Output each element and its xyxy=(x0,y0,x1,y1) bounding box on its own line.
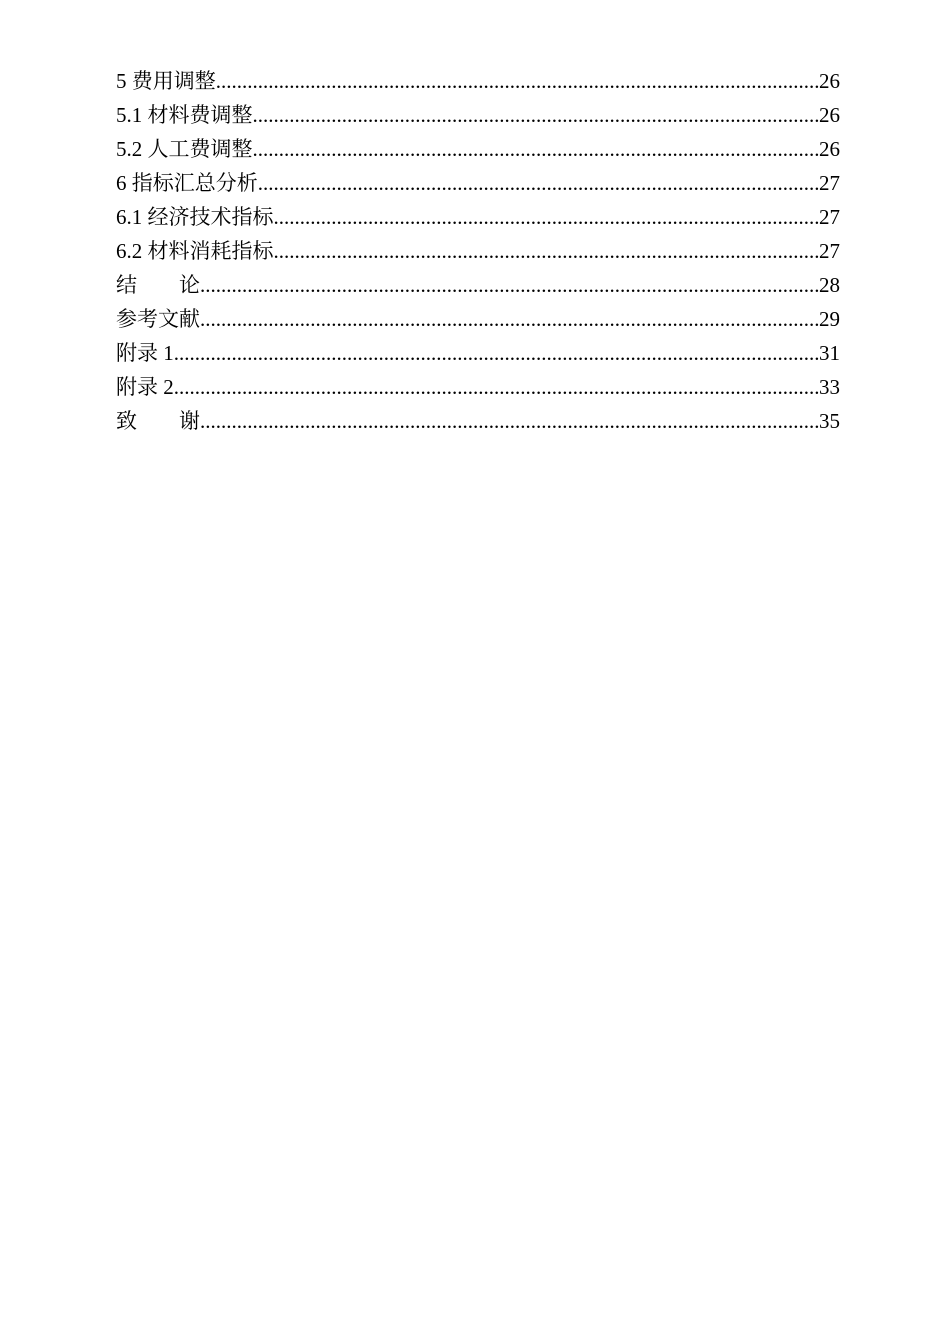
toc-entry-page: 26 xyxy=(819,137,840,161)
toc-entry-appendix-1[interactable] xyxy=(116,336,840,370)
toc-entry-acknowledgements[interactable] xyxy=(116,404,840,438)
toc-entry-appendix-2[interactable] xyxy=(116,370,840,404)
toc-entry-material-consumption-indicators[interactable] xyxy=(116,234,840,268)
toc-entry-title: 6 指标汇总分析 xyxy=(116,171,258,195)
toc-entry-page: 29 xyxy=(819,307,840,331)
toc-entry-page: 27 xyxy=(819,171,840,195)
toc-entry-economic-technical-indicators[interactable] xyxy=(116,200,840,234)
toc-entry-title: 5.2 人工费调整 xyxy=(116,137,253,161)
toc-entry-material-cost-adjustment[interactable] xyxy=(116,98,840,132)
toc-entry-page: 33 xyxy=(819,375,840,399)
toc-dot-leader xyxy=(200,302,819,336)
toc-dot-leader xyxy=(253,98,820,132)
toc-entry-page: 26 xyxy=(819,103,840,127)
toc-dot-leader xyxy=(174,336,819,370)
toc-entry-title: 6.2 材料消耗指标 xyxy=(116,239,274,263)
toc-entry-page: 27 xyxy=(819,205,840,229)
toc-entry-labor-cost-adjustment[interactable] xyxy=(116,132,840,166)
toc-dot-leader xyxy=(174,370,819,404)
toc-dot-leader xyxy=(216,64,819,98)
toc-entry-title: 附录 2 xyxy=(116,375,174,399)
toc-dot-leader xyxy=(253,132,820,166)
toc-entry-page: 26 xyxy=(819,69,840,93)
toc-dot-leader xyxy=(274,200,820,234)
toc-dot-leader xyxy=(200,404,819,438)
toc-entry-page: 35 xyxy=(819,409,840,433)
toc-entry-page: 27 xyxy=(819,239,840,263)
toc-entry-title: 6.1 经济技术指标 xyxy=(116,205,274,229)
toc-entry-title: 5.1 材料费调整 xyxy=(116,103,253,127)
toc-entry-title: 结 论 xyxy=(116,273,200,297)
toc-dot-leader xyxy=(258,166,819,200)
toc-entry-cost-adjustment[interactable] xyxy=(116,64,840,98)
toc-dot-leader xyxy=(274,234,820,268)
toc-entry-page: 28 xyxy=(819,273,840,297)
table-of-contents xyxy=(116,64,840,438)
toc-entry-title: 附录 1 xyxy=(116,341,174,365)
toc-entry-title: 参考文献 xyxy=(116,307,200,331)
toc-entry-references[interactable] xyxy=(116,302,840,336)
toc-entry-index-summary-analysis[interactable] xyxy=(116,166,840,200)
toc-entry-page: 31 xyxy=(819,341,840,365)
toc-entry-conclusion[interactable] xyxy=(116,268,840,302)
toc-dot-leader xyxy=(200,268,819,302)
toc-entry-title: 致 谢 xyxy=(116,409,200,433)
toc-entry-title: 5 费用调整 xyxy=(116,69,216,93)
